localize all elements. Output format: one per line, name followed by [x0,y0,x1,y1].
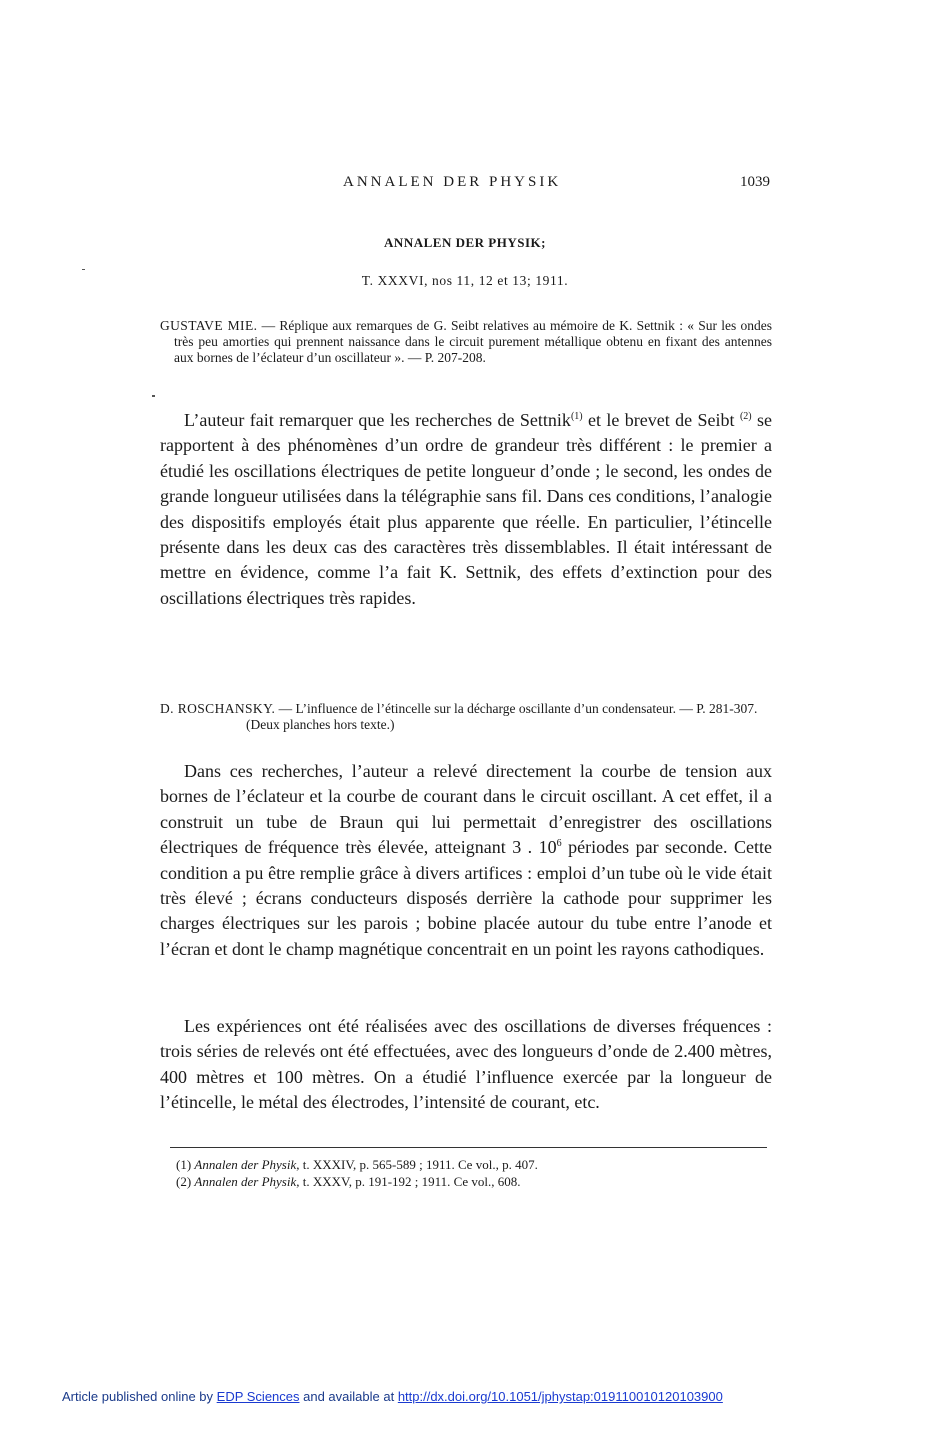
footer-prefix: Article published online by [62,1389,217,1404]
citation-text: — Réplique aux remarques de G. Seibt relatives au mémoire de K. Settnik : « Sur les ondes très peu amorties qui prennent naissance dans le circuit purement métallique obtenu en fixant des antennes aux bornes de l’éclateur d’un oscillateur ». — P. 207-208. [174,318,772,365]
paragraph-text: se rapportent à des phénomènes d’un ordre de grandeur très différent : le premier a étudié les oscillations électriques de petite longueur d’onde ; le second, les ondes de grande longueur utilisées dans la télégraphie sans fil. Dans ces conditions, l’analogie des dispositifs employés était plus apparente que réelle. En particulier, l’étincelle présente dans les deux cas des caractères très dissemblables. Il était intéressant de mettre en évidence, comme l’a fait K. Settnik, des effets d’extinction pour des oscillations électriques très rapides. [160,410,772,608]
body-paragraph: Les expériences ont été réalisées avec des oscillations de diverses fréquences : trois séries de relevés ont été effectuées, avec des longueurs d’onde de 2.400 mètres, 400 mètres et 100 mètres. On a étudié l’influence exercée par la longueur de l’étincelle, le métal des électrodes, l’intensité de courant, etc. [160,1016,772,1113]
citation-text: — L’influence de l’étincelle sur la décharge oscillante d’un condensateur. — P. 281-307. (Deux planches hors texte.) [246,701,758,732]
body-paragraph [160,759,772,962]
publisher-link[interactable]: EDP Sciences [216,1389,300,1404]
scan-mark [82,269,85,270]
footnote-mark: (2) [176,1174,192,1189]
exponent: 6 [556,838,562,850]
paragraph-text: et le brevet de Seibt [582,410,740,430]
footnote-rule [170,1147,767,1148]
footnote-ref-1: (1) [570,411,583,422]
running-title: ANNALEN DER PHYSIK [343,174,562,190]
paragraph-text: Dans ces recherches, l’auteur a relevé directement la courbe de tension aux bornes de l’éclateur et la courbe de courant dans le circuit oscillant. A cet effet, il a construit un tube de Braun qui lui permettait d’enregistrer des oscillations électriques de fréquence très élevée, atteignant 3 . 10 [160,761,772,858]
footnote-journal: Annalen der Physik, [194,1157,300,1172]
running-head [160,174,770,196]
footnote-2 [176,1174,776,1190]
footnote-journal: Annalen der Physik, [194,1174,300,1189]
journal-heading: ANNALEN DER PHYSIK; [384,235,546,250]
body-paragraph [160,408,772,611]
doi-link[interactable]: http://dx.doi.org/10.1051/jphystap:019110010120103900 [397,1389,723,1404]
paragraph-text: périodes par seconde. Cette condition a pu être remplie grâce à divers artifices : emploi d’un tube où le vide était très élevé ; écrans conducteurs disposés derrière la cathode pour supprimer les charges électriques sur les parois ; bobine placée autour du tube entre l’anode et l’écran et dont le champ magnétique concentrait en un point les rayons cathodiques. [160,837,772,959]
footnote-text: t. XXXIV, p. 565-589 ; 1911. Ce vol., p. 407. [299,1157,538,1172]
scan-mark [152,395,155,397]
paragraph-text: L’auteur fait remarquer que les recherches de Settnik [184,410,571,430]
article-citation-roschansky [160,701,772,733]
publication-footer [62,1389,882,1404]
footnote-mark: (1) [176,1157,192,1172]
citation-author: D. ROSCHANSKY. [160,701,276,716]
footnote-ref-2: (2) [739,411,752,422]
page-number: 1039 [740,174,770,190]
footnote-text: t. XXXV, p. 191-192 ; 1911. Ce vol., 608. [299,1174,521,1189]
article-citation-mie [160,318,772,366]
footer-middle: and available at [299,1389,398,1404]
volume-line: T. XXXVI, nos 11, 12 et 13; 1911. [361,273,569,288]
footnote-1 [176,1157,776,1173]
citation-author: GUSTAVE MIE. [160,318,258,333]
